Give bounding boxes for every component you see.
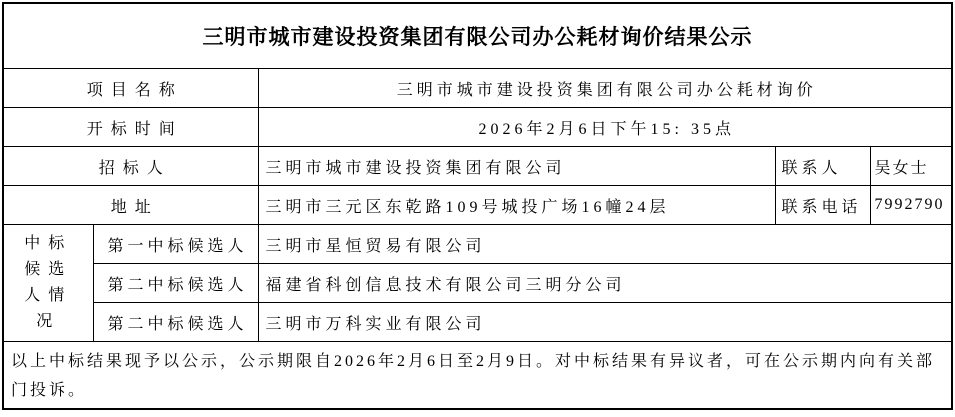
candidate-2-company: 福建省科创信息技术有限公司三明分公司	[258, 264, 952, 303]
footer-note: 以上中标结果现予以公示，公示期限自2026年2月6日至2月9日。对中标结果有异议者，可在公示期内向有关部门投诉。	[3, 342, 952, 410]
candidate-1-company: 三明市星恒贸易有限公司	[258, 225, 952, 264]
tenderer-label: 招标人	[3, 147, 258, 186]
contact-person-value: 吴女士	[870, 147, 952, 186]
address-label: 地址	[3, 186, 258, 225]
page-title: 三明市城市建设投资集团有限公司办公耗材询价结果公示	[3, 3, 952, 69]
candidate-3-rank-label: 第二中标候选人	[93, 303, 258, 342]
address-value: 三明市三元区东乾路109号城投广场16幢24层	[258, 186, 775, 225]
candidate-row-1	[3, 225, 952, 264]
candidate-1-rank-label: 第一中标候选人	[93, 225, 258, 264]
footer-note-row	[3, 342, 952, 410]
project-name-value: 三明市城市建设投资集团有限公司办公耗材询价	[258, 69, 952, 108]
candidate-row-2	[3, 264, 952, 303]
candidates-group-label: 中标候选人情况	[24, 235, 73, 330]
bid-opening-time-row	[3, 108, 952, 147]
title-row	[3, 3, 952, 69]
candidates-group-cell	[3, 225, 93, 342]
announcement-table	[2, 2, 953, 410]
contact-person-label: 联系人	[775, 147, 870, 186]
tenderer-value: 三明市城市建设投资集团有限公司	[258, 147, 775, 186]
candidate-2-rank-label: 第二中标候选人	[93, 264, 258, 303]
project-name-row	[3, 69, 952, 108]
tenderer-row	[3, 147, 952, 186]
contact-phone-label: 联系电话	[775, 186, 870, 225]
candidate-row-3	[3, 303, 952, 342]
bid-opening-time-value: 2026年2月6日下午15: 35点	[258, 108, 952, 147]
address-row	[3, 186, 952, 225]
contact-phone-value: 7992790	[870, 186, 952, 225]
project-name-label: 项目名称	[3, 69, 258, 108]
bid-opening-time-label: 开标时间	[3, 108, 258, 147]
candidate-3-company: 三明市万科实业有限公司	[258, 303, 952, 342]
